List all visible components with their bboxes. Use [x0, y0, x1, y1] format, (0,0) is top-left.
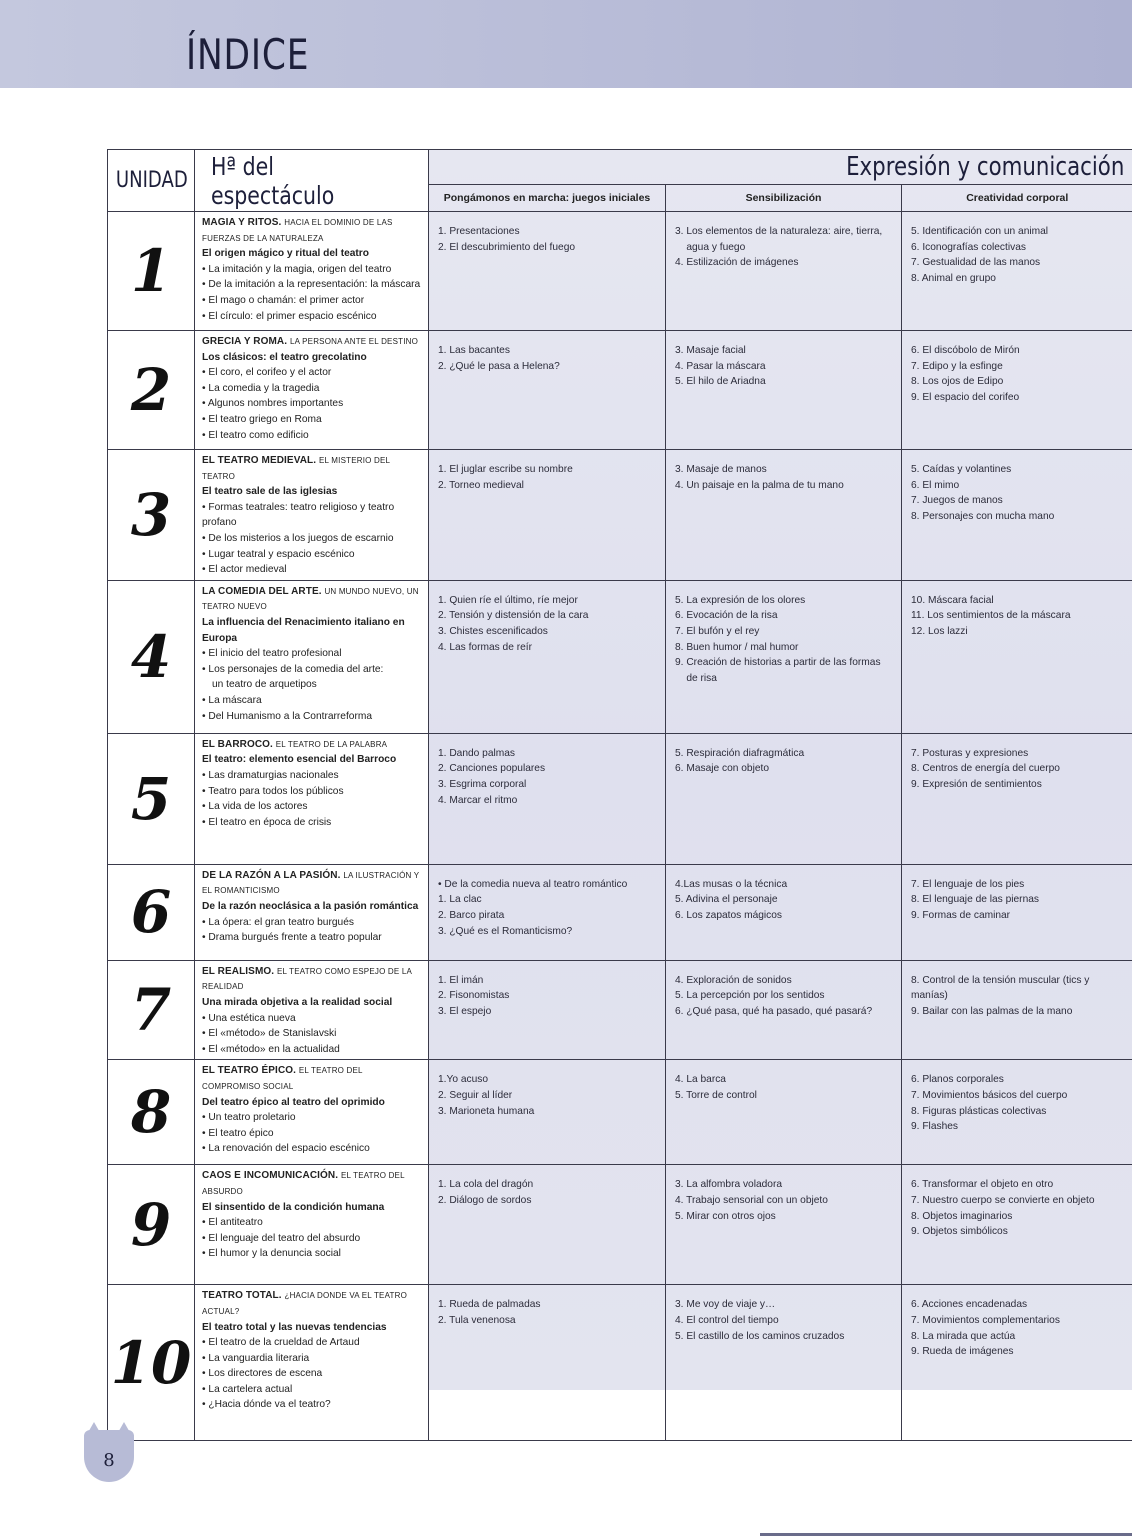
activity-item: 8. Personajes con mucha mano	[911, 510, 1055, 522]
unit-bullet: • La renovación del espacio escénico	[202, 1143, 370, 1155]
activity-item: 2. El descubrimiento del fuego	[438, 241, 576, 253]
unit-bullet: • Algunos nombres importantes	[202, 398, 344, 410]
unit-title: CAOS E INCOMUNICACIÓN.	[202, 1170, 339, 1182]
unit-title-sub: EL TEATRO DE LA PALABRA	[275, 739, 388, 749]
activity-item: 3. Me voy de viaje y…	[675, 1299, 776, 1311]
activity-item: 1. Presentaciones	[438, 226, 520, 237]
activity-item: 5. Caídas y volantines	[911, 464, 1012, 475]
unit-col1-cell	[429, 1285, 666, 1441]
activity-item: 7. Juegos de manos	[911, 495, 1003, 507]
unit-bullet: • La cartelera actual	[202, 1383, 293, 1395]
unit-subtitle: El teatro total y las nuevas tendencias	[202, 1321, 387, 1333]
activity-item: 3. Masaje de manos	[675, 464, 767, 475]
unit-col3-cell	[902, 331, 1132, 450]
unit-subtitle: De la razón neoclásica a la pasión romántica	[202, 900, 419, 912]
activity-item: 7. El lenguaje de los pies	[911, 878, 1025, 890]
activity-item: 6. Transformar el objeto en otro	[911, 1179, 1054, 1191]
activity-item: 8. La mirada que actúa	[911, 1330, 1016, 1342]
activity-item: 7. Movimientos complementarios	[911, 1314, 1060, 1326]
activity-item: 4. La barca	[675, 1074, 726, 1086]
unit-bullet: • El coro, el corifeo y el actor	[202, 367, 332, 379]
activity-item: 2. ¿Qué le pasa a Helena?	[438, 360, 560, 372]
unit-bullet: • Formas teatrales: teatro religioso y teatro profano	[202, 501, 395, 529]
activity-item: 7. Nuestro cuerpo se convierte en objeto	[911, 1194, 1095, 1206]
activity-item: 5. Identificación con un animal	[911, 226, 1049, 237]
expresion-header: Expresión y comunicación	[429, 150, 1132, 185]
unit-col2-cell	[666, 450, 902, 581]
unit-col3-cell	[902, 212, 1132, 331]
unit-bullet: • El «método» de Stanislavski	[202, 1028, 337, 1040]
unit-col2-cell	[666, 1165, 902, 1285]
unit-title: MAGIA Y RITOS.	[202, 217, 282, 228]
unit-bullet: • La vanguardia literaria	[202, 1352, 310, 1364]
activity-item: 8. Figuras plásticas colectivas	[911, 1105, 1047, 1117]
page-number: 8	[103, 1450, 115, 1471]
unit-col1-cell	[429, 331, 666, 450]
activity-item: 6. Planos corporales	[911, 1074, 1004, 1086]
activity-item: 1. La clac	[438, 894, 482, 906]
activity-item: 5. Torre de control	[675, 1089, 757, 1101]
unit-bullet: • El círculo: el primer espacio escénico	[202, 310, 377, 322]
activity-item: 2. Diálogo de sordos	[438, 1194, 532, 1206]
unit-col2-cell	[666, 733, 902, 864]
unit-bullet: • Teatro para todos los públicos	[202, 785, 344, 797]
activity-item: 3. Marioneta humana	[438, 1105, 535, 1117]
unit-bullet: un teatro de arquetipos	[212, 679, 317, 691]
activity-item: 8. Control de la tensión muscular (tics y manías)	[911, 974, 1093, 1002]
unit-col3-cell	[902, 1060, 1132, 1165]
activity-item: 8. Centros de energía del cuerpo	[911, 763, 1060, 775]
unit-bullet: • El teatro griego en Roma	[202, 413, 322, 425]
page-title: ÍNDICE	[186, 30, 310, 79]
unit-row	[108, 960, 1132, 1060]
activity-item: 10. Máscara facial	[911, 594, 994, 606]
activity-item: 6. Acciones encadenadas	[911, 1299, 1028, 1311]
unit-col2-cell	[666, 331, 902, 450]
unit-bullet: • La vida de los actores	[202, 801, 308, 813]
unit-bullet: • Los personajes de la comedia del arte:	[202, 663, 384, 675]
unit-bullet: • El teatro épico	[202, 1127, 274, 1139]
activity-item: 2. Seguir al líder	[438, 1089, 513, 1101]
activity-item: 7. El bufón y el rey	[675, 625, 760, 637]
activity-item: 3. Chistes escenificados	[438, 625, 548, 637]
unit-bullet: • Una estética nueva	[202, 1012, 296, 1024]
activity-item: 7. Posturas y expresiones	[911, 747, 1029, 759]
unit-col2-cell	[666, 212, 902, 331]
activity-item: 1. El juglar escribe su nombre	[438, 464, 573, 475]
unit-bullet: • El humor y la denuncia social	[202, 1248, 341, 1260]
activity-item: 9. Flashes	[911, 1121, 958, 1133]
activity-item: 8. Buen humor / mal humor	[675, 641, 799, 653]
unit-history	[195, 580, 429, 733]
unit-subtitle: El teatro sale de las iglesias	[202, 486, 338, 498]
unit-number: 6	[108, 864, 195, 960]
activity-item: 6. Evocación de la risa	[675, 610, 778, 622]
activity-item: 1. Quien ríe el último, ríe mejor	[438, 594, 578, 606]
unit-subtitle: Una mirada objetiva a la realidad social	[202, 996, 393, 1008]
unit-title-sub: HACIA EL DOMINIO DE LAS FUERZAS DE LA NATURALEZA	[202, 218, 393, 243]
col1-header: Pongámonos en marcha: juegos iniciales	[429, 185, 666, 212]
activity-item: 2. Barco pirata	[438, 909, 505, 921]
unit-subtitle: Los clásicos: el teatro grecolatino	[202, 351, 367, 363]
unit-number: 5	[108, 733, 195, 864]
unit-bullet: • El actor medieval	[202, 564, 287, 576]
header-band	[0, 0, 1132, 88]
unit-title: GRECIA Y ROMA.	[202, 336, 288, 347]
unit-bullet: • De la imitación a la representación: la máscara	[202, 279, 421, 291]
activity-item: 1. La cola del dragón	[438, 1179, 534, 1191]
unit-history	[195, 1165, 429, 1285]
activity-item: 6. El discóbolo de Mirón	[911, 345, 1020, 356]
col2-header: Sensibilización	[666, 185, 902, 212]
unit-title: LA COMEDIA DEL ARTE.	[202, 585, 322, 597]
unit-bullet: • Un teatro proletario	[202, 1112, 296, 1124]
activity-item: 9. Objetos simbólicos	[911, 1226, 1008, 1238]
activity-item: 5. El castillo de los caminos cruzados	[675, 1330, 845, 1342]
activity-item: 3. ¿Qué es el Romanticismo?	[438, 925, 573, 937]
activity-item: 11. Los sentimientos de la máscara	[911, 610, 1071, 622]
unit-col2-cell	[666, 580, 902, 733]
unit-col2-cell	[666, 960, 902, 1060]
activity-item: 6. ¿Qué pasa, qué ha pasado, qué pasará?	[675, 1005, 873, 1017]
activity-item: 2. Tensión y distensión de la cara	[438, 610, 589, 622]
activity-item: 6. Los zapatos mágicos	[675, 909, 783, 921]
unit-bullet: • El mago o chamán: el primer actor	[202, 294, 365, 306]
unit-history	[195, 864, 429, 960]
activity-item: 3. Esgrima corporal	[438, 778, 527, 790]
activity-item: 8. Objetos imaginarios	[911, 1210, 1013, 1222]
unit-bullet: • Las dramaturgias nacionales	[202, 769, 339, 781]
unit-title: EL TEATRO ÉPICO.	[202, 1065, 297, 1077]
activity-item: 4. Un paisaje en la palma de tu mano	[675, 479, 844, 491]
unit-bullet: • La imitación y la magia, origen del teatro	[202, 263, 392, 275]
unit-bullet: • El teatro como edificio	[202, 429, 309, 441]
unit-col3-cell	[902, 733, 1132, 864]
activity-item: 9. Formas de caminar	[911, 909, 1011, 921]
activity-item: 9. Expresión de sentimientos	[911, 778, 1042, 790]
header-row	[108, 150, 1132, 185]
unit-subtitle: El sinsentido de la condición humana	[202, 1201, 385, 1213]
unit-bullet: • La comedia y la tragedia	[202, 382, 320, 394]
bottom-rule	[760, 1533, 1132, 1536]
unit-bullet: • Del Humanismo a la Contrarreforma	[202, 710, 373, 722]
unit-bullet: • El teatro en época de crisis	[202, 816, 332, 828]
unit-row	[108, 1060, 1132, 1165]
unit-title-sub: ¿HACIA DONDE VA EL TEATRO ACTUAL?	[202, 1291, 407, 1316]
unit-history	[195, 1285, 429, 1441]
unit-subtitle: El origen mágico y ritual del teatro	[202, 248, 369, 260]
activity-item: 5. Respiración diafragmática	[675, 747, 805, 759]
unit-title-sub: EL TEATRO DEL ABSURDO	[202, 1171, 405, 1196]
activity-item: 4. Estilización de imágenes	[675, 257, 799, 269]
unit-col1-cell	[429, 580, 666, 733]
unit-bullet: • Lugar teatral y espacio escénico	[202, 548, 355, 560]
activity-item: • De la comedia nueva al teatro romántico	[438, 878, 628, 890]
unit-history	[195, 450, 429, 581]
unit-col1-cell	[429, 733, 666, 864]
activity-item: 9. Creación de historias a partir de las formas de risa	[675, 657, 881, 684]
unit-col2-cell	[666, 1285, 902, 1441]
unit-bullet: • Los directores de escena	[202, 1368, 323, 1380]
activity-item: 3. Masaje facial	[675, 345, 746, 356]
unit-col1-cell	[429, 960, 666, 1060]
unit-row	[108, 580, 1132, 733]
activity-item: 1. Dando palmas	[438, 747, 516, 759]
unit-subtitle: La influencia del Renacimiento italiano en Europa	[202, 616, 405, 644]
unit-col1-cell	[429, 1165, 666, 1285]
unit-bullet: • Drama burgués frente a teatro popular	[202, 932, 382, 944]
activity-item: 8. Los ojos de Edipo	[911, 376, 1004, 388]
unit-bullet: • De los misterios a los juegos de escarnio	[202, 532, 394, 544]
unit-subtitle: Del teatro épico al teatro del oprimido	[202, 1096, 385, 1108]
unit-bullet: • El «método» en la actualidad	[202, 1043, 340, 1055]
unit-subtitle: El teatro: elemento esencial del Barroco	[202, 754, 397, 766]
unit-title: TEATRO TOTAL.	[202, 1290, 282, 1302]
unit-number: 2	[108, 331, 195, 450]
activity-item: 7. Movimientos básicos del cuerpo	[911, 1089, 1068, 1101]
unit-row	[108, 1165, 1132, 1285]
unit-title: EL REALISMO.	[202, 965, 275, 977]
unit-number: 9	[108, 1165, 195, 1285]
unit-title: EL TEATRO MEDIEVAL.	[202, 455, 317, 466]
activity-item: 6. Masaje con objeto	[675, 763, 770, 775]
unit-bullet: • El lenguaje del teatro del absurdo	[202, 1232, 361, 1244]
activity-item: 2. Fisonomistas	[438, 990, 510, 1002]
activity-item: 5. La percepción por los sentidos	[675, 990, 825, 1002]
activity-item: 9. El espacio del corifeo	[911, 391, 1020, 403]
unidad-header: UNIDAD	[108, 150, 195, 212]
unit-bullet: • El teatro de la crueldad de Artaud	[202, 1337, 360, 1349]
unit-title-sub: EL TEATRO DEL COMPROMISO SOCIAL	[202, 1066, 363, 1091]
unit-number: 10	[108, 1285, 195, 1441]
activity-item: 7. Edipo y la esfinge	[911, 360, 1003, 372]
unit-history	[195, 331, 429, 450]
unit-history	[195, 1060, 429, 1165]
unit-col3-cell	[902, 864, 1132, 960]
unit-title-sub: EL MISTERIO DEL TEATRO	[202, 456, 390, 481]
activity-item: 1.Yo acuso	[438, 1074, 489, 1086]
activity-item: 3. La alfombra voladora	[675, 1179, 783, 1191]
unit-title: DE LA RAZÓN A LA PASIÓN.	[202, 869, 341, 881]
unit-row	[108, 733, 1132, 864]
unit-history	[195, 212, 429, 331]
activity-item: 4. Trabajo sensorial con un objeto	[675, 1194, 828, 1206]
unit-number: 8	[108, 1060, 195, 1165]
unit-number: 7	[108, 960, 195, 1060]
activity-item: 9. Rueda de imágenes	[911, 1346, 1014, 1358]
activity-item: 6. El mimo	[911, 479, 960, 491]
activity-item: 2. Torneo medieval	[438, 479, 524, 491]
activity-item: 5. Adivina el personaje	[675, 894, 778, 906]
activity-item: 9. Bailar con las palmas de la mano	[911, 1005, 1073, 1017]
unit-col1-cell	[429, 1060, 666, 1165]
unit-number: 3	[108, 450, 195, 581]
unit-row	[108, 331, 1132, 450]
activity-item: 4. Pasar la máscara	[675, 360, 766, 372]
activity-item: 8. Animal en grupo	[911, 272, 996, 284]
unit-history	[195, 960, 429, 1060]
unit-col3-cell	[902, 450, 1132, 581]
activity-item: 1. El imán	[438, 974, 484, 986]
unit-col2-cell	[666, 864, 902, 960]
activity-item: 5. El hilo de Ariadna	[675, 376, 766, 388]
unit-number: 4	[108, 580, 195, 733]
activity-item: 12. Los lazzi	[911, 625, 968, 637]
unit-number: 1	[108, 212, 195, 331]
unit-row	[108, 864, 1132, 960]
unit-title: EL BARROCO.	[202, 738, 273, 750]
unit-col3-cell	[902, 1165, 1132, 1285]
unit-bullet: • La máscara	[202, 694, 262, 706]
activity-item: 4. Exploración de sonidos	[675, 974, 792, 986]
unit-title-sub: LA ILUSTRACIÓN Y EL ROMANTICISMO	[202, 870, 420, 896]
activity-item: 4.Las musas o la técnica	[675, 878, 788, 890]
activity-item: 5. La expresión de los olores	[675, 594, 806, 606]
unit-row	[108, 450, 1132, 581]
activity-item: 8. El lenguaje de las piernas	[911, 894, 1039, 906]
unit-title-sub: LA PERSONA ANTE EL DESTINO	[289, 337, 419, 346]
unit-col1-cell	[429, 212, 666, 331]
unit-col3-cell	[902, 1285, 1132, 1441]
activity-item: 2. Canciones populares	[438, 763, 546, 775]
index-table	[107, 149, 1132, 1441]
activity-item: 4. Las formas de reír	[438, 641, 532, 653]
activity-item: 3. El espejo	[438, 1005, 492, 1017]
unit-row	[108, 212, 1132, 331]
unit-bullet: • El inicio del teatro profesional	[202, 648, 342, 660]
unit-bullet: • La ópera: el gran teatro burgués	[202, 916, 354, 928]
unit-col1-cell	[429, 864, 666, 960]
activity-item: 3. Los elementos de la naturaleza: aire, tierra, agua y fuego	[675, 226, 883, 253]
col3-header: Creatividad corporal	[902, 185, 1132, 212]
unit-col3-cell	[902, 960, 1132, 1060]
unit-history	[195, 733, 429, 864]
activity-item: 1. Las bacantes	[438, 345, 510, 356]
unit-col3-cell	[902, 580, 1132, 733]
unit-row	[108, 1285, 1132, 1441]
unit-title-sub: EL TEATRO COMO ESPEJO DE LA REALIDAD	[202, 966, 412, 992]
unit-bullet: • El antiteatro	[202, 1217, 263, 1229]
unit-bullet: • ¿Hacia dónde va el teatro?	[202, 1399, 331, 1411]
historia-header: Hª del espectáculo	[195, 150, 429, 212]
activity-item: 7. Gestualidad de las manos	[911, 257, 1041, 269]
activity-item: 4. Marcar el ritmo	[438, 794, 518, 806]
unit-col2-cell	[666, 1060, 902, 1165]
unit-title-sub: UN MUNDO NUEVO, UN TEATRO NUEVO	[202, 586, 419, 612]
unit-col1-cell	[429, 450, 666, 581]
activity-item: 1. Rueda de palmadas	[438, 1299, 541, 1311]
activity-item: 2. Tula venenosa	[438, 1314, 516, 1326]
activity-item: 5. Mirar con otros ojos	[675, 1210, 776, 1222]
activity-item: 6. Iconografías colectivas	[911, 241, 1026, 253]
activity-item: 4. El control del tiempo	[675, 1314, 779, 1326]
